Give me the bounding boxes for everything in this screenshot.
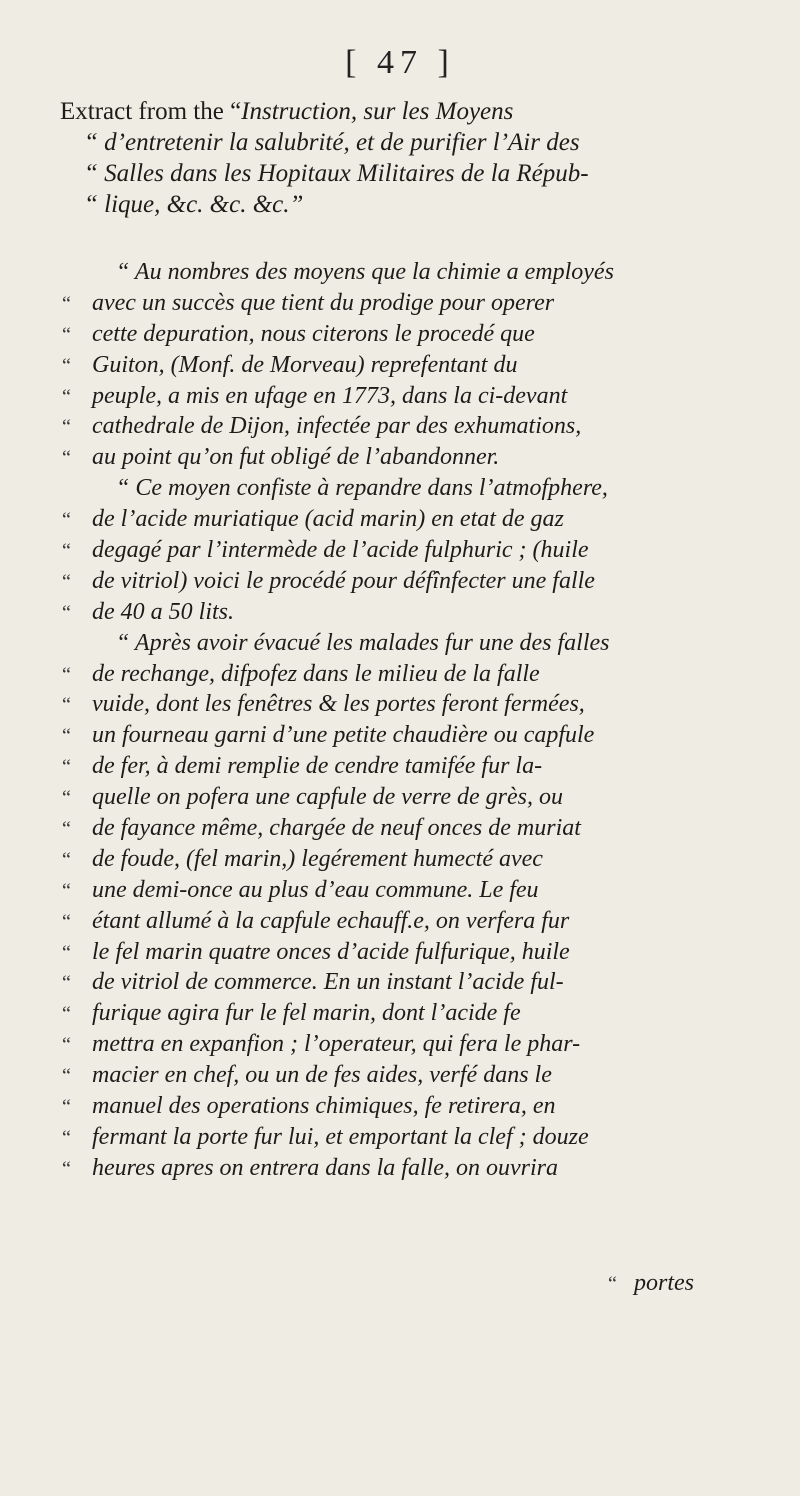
margin-quote-mark: “ (62, 879, 71, 902)
line-text: au point qu’on fut obligé de l’abandonner. (92, 444, 500, 471)
line-text: un fourneau garni d’une petite chaudière ou capfule (92, 722, 595, 749)
line-text: cette depuration, nous citerons le procedé que (92, 320, 535, 347)
text-line (62, 969, 782, 1000)
heading-title-start: Instruction, sur les Moyens (241, 98, 514, 125)
margin-quote-mark: “ (62, 416, 71, 439)
text-line (62, 413, 782, 444)
line-text: de vitriol de commerce. En un instant l’acide ful- (92, 969, 564, 996)
text-line (62, 908, 782, 939)
margin-quote-mark: “ (62, 941, 71, 964)
extract-heading (60, 96, 780, 220)
text-line (62, 846, 782, 877)
line-text: peuple, a mis en ufage en 1773, dans la ci-devant (92, 382, 568, 409)
margin-quote-mark: “ (62, 385, 71, 408)
margin-quote-mark: “ (62, 1003, 71, 1026)
margin-quote-mark: “ (62, 848, 71, 871)
heading-line-3: “ Salles dans les Hopitaux Militaires de la Répub- (84, 160, 589, 187)
line-text: heures apres on entrera dans la falle, on ouvrira (92, 1154, 558, 1181)
text-line (62, 568, 782, 599)
margin-quote-mark: “ (62, 354, 71, 377)
text-line (62, 1093, 782, 1124)
margin-quote-mark: “ (62, 663, 71, 686)
line-text: de 40 a 50 lits. (92, 598, 234, 625)
text-line (62, 321, 782, 352)
line-text: quelle on pofera une capfule de verre de grès, ou (92, 784, 563, 811)
margin-quote-mark: “ (62, 1065, 71, 1088)
margin-quote-mark: “ (62, 972, 71, 995)
text-line (62, 475, 782, 506)
text-line (62, 506, 782, 537)
page-number: [ 47 ] (345, 44, 455, 81)
margin-quote-mark: “ (62, 540, 71, 563)
line-text: de fer, à demi remplie de cendre tamifée fur la- (92, 753, 543, 780)
text-line (62, 815, 782, 846)
line-text: de fayance même, chargée de neuf onces de muriat (92, 815, 581, 842)
heading-line-1 (60, 96, 780, 127)
margin-quote-mark: “ (62, 910, 71, 933)
heading-line-2: “ d’entretenir la salubrité, et de purifier l’Air des (84, 129, 580, 156)
text-line (62, 939, 782, 970)
text-line (62, 537, 782, 568)
margin-quote-mark: “ (62, 1126, 71, 1149)
line-text: “ Après avoir évacué les malades fur une des falles (116, 629, 610, 656)
line-text: vuide, dont les fenêtres & les portes feront fermées, (92, 691, 585, 718)
margin-quote-mark: “ (62, 725, 71, 748)
line-text: “ Au nombres des moyens que la chimie a employés (116, 259, 614, 285)
catchword-text: portes (634, 1270, 694, 1296)
line-text: furique agira fur le fel marin, dont l’acide fe (92, 1000, 521, 1027)
margin-quote-mark: “ (62, 292, 71, 315)
line-text: le fel marin quatre onces d’acide fulfurique, huile (92, 938, 570, 965)
text-line (62, 259, 782, 290)
line-text: macier en chef, ou un de fes aides, verfé dans le (92, 1062, 552, 1089)
line-text: cathedrale de Dijon, infectée par des exhumations, (92, 413, 582, 440)
line-text: manuel des operations chimiques, fe retirera, en (92, 1093, 556, 1120)
margin-quote-mark: “ (62, 787, 71, 810)
text-line (62, 661, 782, 692)
line-text: “ Ce moyen confiste à repandre dans l’atmofphere, (116, 475, 608, 502)
line-text: étant allumé à la capfule echauff.e, on verfera fur (92, 907, 570, 934)
text-line (62, 352, 782, 383)
text-line (62, 1062, 782, 1093)
line-text: fermant la porte fur lui, et emportant la clef ; douze (92, 1123, 589, 1150)
text-line (62, 691, 782, 722)
text-line (62, 444, 782, 475)
catchword (608, 1270, 694, 1297)
margin-quote-mark: “ (62, 601, 71, 624)
line-text: de l’acide muriatique (acid marin) en etat de gaz (92, 506, 564, 533)
line-text: de vitriol) voici le procédé pour défînfecter une falle (92, 567, 595, 594)
text-line (62, 753, 782, 784)
line-text: avec un succès que tient du prodige pour operer (92, 289, 555, 316)
text-line (62, 877, 782, 908)
text-line (62, 784, 782, 815)
line-text: de rechange, difpofez dans le milieu de la falle (92, 660, 540, 687)
margin-quote-mark: “ (62, 509, 71, 532)
margin-quote-mark: “ (62, 1096, 71, 1119)
margin-quote-mark: “ (62, 1157, 71, 1180)
margin-quote-mark: “ (62, 756, 71, 779)
text-line (62, 1000, 782, 1031)
text-line (62, 1155, 782, 1186)
text-line (62, 630, 782, 661)
line-text: Guiton, (Monf. de Morveau) reprefentant du (92, 351, 518, 378)
text-line (62, 1031, 782, 1062)
text-line (62, 383, 782, 414)
text-line (62, 599, 782, 630)
line-text: de foude, (fel marin,) legérement humecté avec (92, 845, 543, 872)
margin-quote-mark: “ (62, 447, 71, 470)
margin-quote-mark: “ (62, 818, 71, 841)
heading-line-4: “ lique, &c. &c. &c.” (84, 191, 304, 218)
margin-quote-mark: “ (62, 1034, 71, 1057)
heading-prefix: Extract from the “ (60, 98, 242, 125)
quoted-body-text (62, 259, 782, 1186)
text-line (62, 290, 782, 321)
margin-quote-mark: “ (62, 694, 71, 717)
text-line (62, 722, 782, 753)
line-text: une demi-once au plus d’eau commune. Le feu (92, 876, 539, 903)
catchword-quote-mark: “ (608, 1273, 617, 1295)
line-text: mettra en expanfion ; l’operateur, qui fera le phar- (92, 1031, 581, 1058)
margin-quote-mark: “ (62, 570, 71, 593)
margin-quote-mark: “ (62, 323, 71, 346)
text-line (62, 1124, 782, 1155)
line-text: degagé par l’intermède de l’acide fulphuric ; (huile (92, 537, 589, 564)
